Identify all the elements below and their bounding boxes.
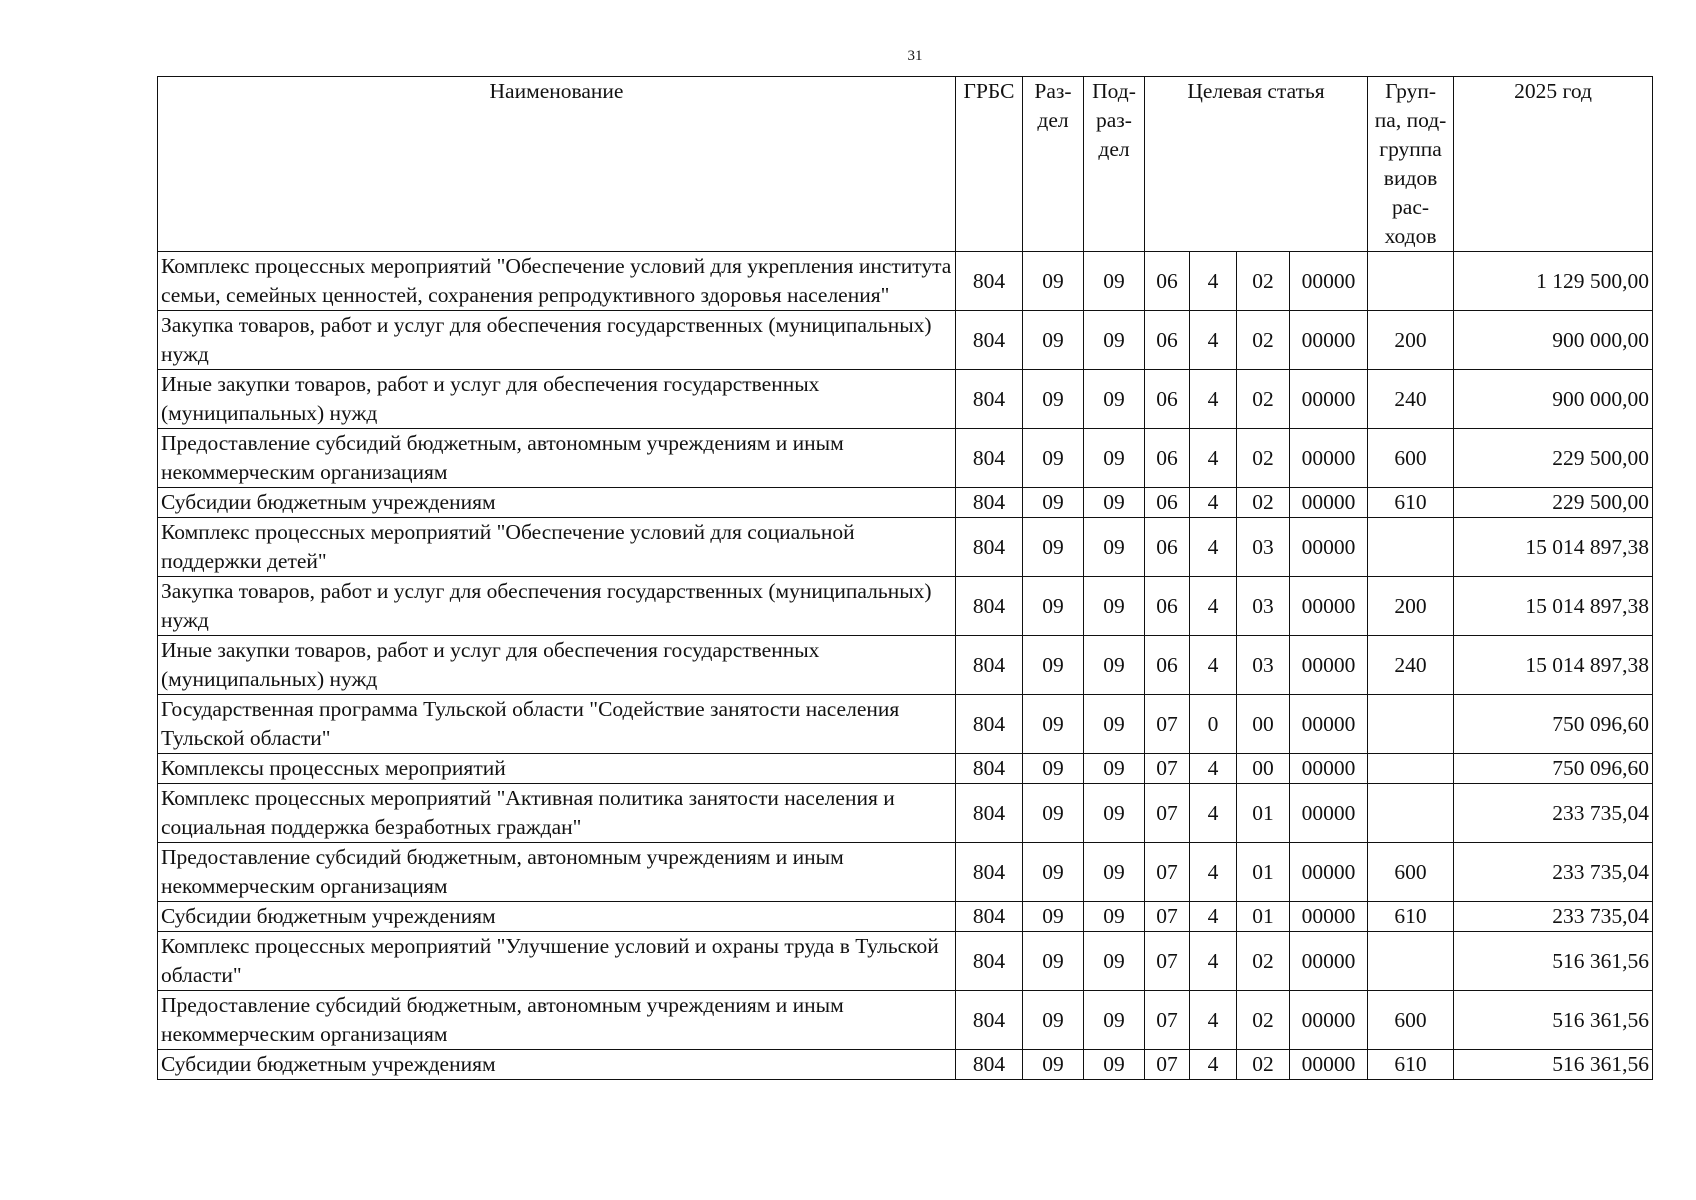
cell-target-type: 4 [1190, 488, 1237, 518]
cell-grbs: 804 [956, 577, 1023, 636]
cell-target-direction: 00000 [1290, 902, 1368, 932]
header-row [158, 77, 1653, 252]
cell-target-direction: 00000 [1290, 518, 1368, 577]
cell-expense-group [1368, 784, 1454, 843]
cell-razdel: 09 [1023, 429, 1084, 488]
cell-grbs: 804 [956, 636, 1023, 695]
cell-expense-group [1368, 695, 1454, 754]
cell-grbs: 804 [956, 1050, 1023, 1080]
cell-grbs: 804 [956, 902, 1023, 932]
cell-target-program: 07 [1145, 754, 1190, 784]
cell-target-program: 06 [1145, 429, 1190, 488]
cell-target-complex: 02 [1237, 429, 1290, 488]
cell-target-type: 4 [1190, 843, 1237, 902]
cell-name: Субсидии бюджетным учреждениям [158, 1050, 956, 1080]
cell-target-direction: 00000 [1290, 843, 1368, 902]
cell-target-type: 4 [1190, 932, 1237, 991]
cell-razdel: 09 [1023, 991, 1084, 1050]
cell-target-type: 4 [1190, 902, 1237, 932]
header-podrazdel: Под- раз- дел [1084, 77, 1145, 252]
cell-name: Государственная программа Тульской области "Содействие занятости населения Тульской области" [158, 695, 956, 754]
cell-razdel: 09 [1023, 311, 1084, 370]
cell-target-complex: 01 [1237, 902, 1290, 932]
header-grbs: ГРБС [956, 77, 1023, 252]
table-header [158, 77, 1653, 252]
table-row [158, 1050, 1653, 1080]
cell-expense-group: 610 [1368, 902, 1454, 932]
cell-name: Субсидии бюджетным учреждениям [158, 902, 956, 932]
cell-amount: 750 096,60 [1454, 754, 1653, 784]
cell-target-complex: 02 [1237, 370, 1290, 429]
cell-podrazdel: 09 [1084, 695, 1145, 754]
cell-name: Иные закупки товаров, работ и услуг для обеспечения государственных (муниципальных) нужд [158, 370, 956, 429]
cell-target-program: 07 [1145, 784, 1190, 843]
cell-expense-group [1368, 252, 1454, 311]
cell-target-direction: 00000 [1290, 754, 1368, 784]
cell-target-program: 06 [1145, 636, 1190, 695]
cell-name: Предоставление субсидий бюджетным, автономным учреждениям и иным некоммерческим организациям [158, 991, 956, 1050]
cell-grbs: 804 [956, 370, 1023, 429]
cell-razdel: 09 [1023, 902, 1084, 932]
cell-podrazdel: 09 [1084, 577, 1145, 636]
cell-amount: 233 735,04 [1454, 784, 1653, 843]
cell-target-type: 4 [1190, 370, 1237, 429]
cell-podrazdel: 09 [1084, 429, 1145, 488]
table-row [158, 784, 1653, 843]
table-row [158, 370, 1653, 429]
cell-target-direction: 00000 [1290, 488, 1368, 518]
cell-target-type: 4 [1190, 754, 1237, 784]
cell-razdel: 09 [1023, 518, 1084, 577]
cell-amount: 15 014 897,38 [1454, 636, 1653, 695]
cell-target-type: 4 [1190, 311, 1237, 370]
cell-name: Комплекс процессных мероприятий "Активная политика занятости населения и социальная поддержка безработных граждан" [158, 784, 956, 843]
cell-target-program: 06 [1145, 488, 1190, 518]
cell-target-direction: 00000 [1290, 636, 1368, 695]
table-row [158, 311, 1653, 370]
cell-target-direction: 00000 [1290, 932, 1368, 991]
cell-expense-group: 610 [1368, 488, 1454, 518]
cell-target-type: 4 [1190, 577, 1237, 636]
cell-expense-group: 610 [1368, 1050, 1454, 1080]
cell-name: Закупка товаров, работ и услуг для обеспечения государственных (муниципальных) нужд [158, 311, 956, 370]
cell-target-type: 0 [1190, 695, 1237, 754]
cell-target-direction: 00000 [1290, 370, 1368, 429]
cell-grbs: 804 [956, 518, 1023, 577]
cell-expense-group: 240 [1368, 370, 1454, 429]
cell-razdel: 09 [1023, 252, 1084, 311]
cell-expense-group: 240 [1368, 636, 1454, 695]
cell-razdel: 09 [1023, 636, 1084, 695]
cell-grbs: 804 [956, 991, 1023, 1050]
budget-table [157, 76, 1653, 1080]
cell-grbs: 804 [956, 311, 1023, 370]
cell-expense-group: 600 [1368, 843, 1454, 902]
table-body [158, 252, 1653, 1080]
cell-target-program: 06 [1145, 577, 1190, 636]
cell-expense-group: 200 [1368, 577, 1454, 636]
cell-grbs: 804 [956, 488, 1023, 518]
cell-grbs: 804 [956, 843, 1023, 902]
cell-podrazdel: 09 [1084, 518, 1145, 577]
cell-expense-group [1368, 518, 1454, 577]
cell-target-direction: 00000 [1290, 252, 1368, 311]
cell-target-complex: 02 [1237, 488, 1290, 518]
cell-podrazdel: 09 [1084, 311, 1145, 370]
cell-razdel: 09 [1023, 932, 1084, 991]
cell-podrazdel: 09 [1084, 370, 1145, 429]
cell-podrazdel: 09 [1084, 1050, 1145, 1080]
cell-name: Предоставление субсидий бюджетным, автономным учреждениям и иным некоммерческим организациям [158, 429, 956, 488]
cell-target-complex: 02 [1237, 991, 1290, 1050]
cell-grbs: 804 [956, 695, 1023, 754]
cell-name: Комплекс процессных мероприятий "Обеспечение условий для социальной поддержки детей" [158, 518, 956, 577]
cell-expense-group: 200 [1368, 311, 1454, 370]
cell-razdel: 09 [1023, 843, 1084, 902]
cell-amount: 15 014 897,38 [1454, 577, 1653, 636]
cell-target-complex: 02 [1237, 1050, 1290, 1080]
cell-target-complex: 02 [1237, 252, 1290, 311]
cell-target-complex: 01 [1237, 784, 1290, 843]
page-number: 31 [907, 48, 923, 64]
cell-podrazdel: 09 [1084, 843, 1145, 902]
header-razdel: Раз- дел [1023, 77, 1084, 252]
cell-target-complex: 00 [1237, 754, 1290, 784]
cell-target-direction: 00000 [1290, 429, 1368, 488]
cell-name: Комплекс процессных мероприятий "Улучшение условий и охраны труда в Тульской области" [158, 932, 956, 991]
cell-name: Закупка товаров, работ и услуг для обеспечения государственных (муниципальных) нужд [158, 577, 956, 636]
cell-target-type: 4 [1190, 784, 1237, 843]
table-row [158, 932, 1653, 991]
header-name: Наименование [158, 77, 956, 252]
cell-podrazdel: 09 [1084, 754, 1145, 784]
cell-target-type: 4 [1190, 252, 1237, 311]
cell-target-type: 4 [1190, 429, 1237, 488]
cell-target-direction: 00000 [1290, 311, 1368, 370]
cell-target-program: 07 [1145, 991, 1190, 1050]
header-year: 2025 год [1454, 77, 1653, 252]
cell-amount: 233 735,04 [1454, 843, 1653, 902]
cell-amount: 229 500,00 [1454, 429, 1653, 488]
table-row [158, 429, 1653, 488]
cell-amount: 900 000,00 [1454, 370, 1653, 429]
table-row [158, 636, 1653, 695]
cell-target-direction: 00000 [1290, 695, 1368, 754]
cell-target-type: 4 [1190, 1050, 1237, 1080]
cell-target-program: 07 [1145, 932, 1190, 991]
cell-target-type: 4 [1190, 636, 1237, 695]
cell-target-program: 07 [1145, 1050, 1190, 1080]
cell-amount: 516 361,56 [1454, 932, 1653, 991]
cell-target-program: 06 [1145, 370, 1190, 429]
cell-name: Комплексы процессных мероприятий [158, 754, 956, 784]
cell-target-program: 07 [1145, 843, 1190, 902]
cell-target-direction: 00000 [1290, 1050, 1368, 1080]
cell-podrazdel: 09 [1084, 932, 1145, 991]
cell-grbs: 804 [956, 429, 1023, 488]
cell-razdel: 09 [1023, 488, 1084, 518]
table-row [158, 754, 1653, 784]
cell-podrazdel: 09 [1084, 488, 1145, 518]
header-target-article: Целевая статья [1145, 77, 1368, 252]
cell-target-complex: 03 [1237, 636, 1290, 695]
cell-target-direction: 00000 [1290, 784, 1368, 843]
cell-target-complex: 03 [1237, 518, 1290, 577]
cell-razdel: 09 [1023, 577, 1084, 636]
cell-podrazdel: 09 [1084, 991, 1145, 1050]
table-row [158, 518, 1653, 577]
cell-target-complex: 01 [1237, 843, 1290, 902]
cell-podrazdel: 09 [1084, 784, 1145, 843]
cell-name: Комплекс процессных мероприятий "Обеспечение условий для укрепления института семьи, семейных ценностей, сохранения репродуктивного здоровья населения" [158, 252, 956, 311]
cell-amount: 516 361,56 [1454, 1050, 1653, 1080]
cell-grbs: 804 [956, 932, 1023, 991]
cell-grbs: 804 [956, 252, 1023, 311]
cell-grbs: 804 [956, 754, 1023, 784]
table-row [158, 991, 1653, 1050]
cell-expense-group: 600 [1368, 991, 1454, 1050]
cell-amount: 229 500,00 [1454, 488, 1653, 518]
cell-razdel: 09 [1023, 784, 1084, 843]
cell-expense-group [1368, 754, 1454, 784]
cell-amount: 900 000,00 [1454, 311, 1653, 370]
cell-target-type: 4 [1190, 518, 1237, 577]
cell-amount: 750 096,60 [1454, 695, 1653, 754]
cell-target-direction: 00000 [1290, 577, 1368, 636]
cell-podrazdel: 09 [1084, 902, 1145, 932]
cell-razdel: 09 [1023, 754, 1084, 784]
cell-amount: 1 129 500,00 [1454, 252, 1653, 311]
cell-grbs: 804 [956, 784, 1023, 843]
cell-expense-group: 600 [1368, 429, 1454, 488]
cell-name: Иные закупки товаров, работ и услуг для обеспечения государственных (муниципальных) нужд [158, 636, 956, 695]
cell-razdel: 09 [1023, 370, 1084, 429]
cell-razdel: 09 [1023, 695, 1084, 754]
cell-name: Предоставление субсидий бюджетным, автономным учреждениям и иным некоммерческим организациям [158, 843, 956, 902]
header-expense-group: Груп- па, под- группа видов рас- ходов [1368, 77, 1454, 252]
cell-target-complex: 02 [1237, 932, 1290, 991]
cell-target-direction: 00000 [1290, 991, 1368, 1050]
cell-target-program: 06 [1145, 311, 1190, 370]
cell-target-program: 07 [1145, 695, 1190, 754]
cell-target-complex: 03 [1237, 577, 1290, 636]
cell-target-program: 06 [1145, 252, 1190, 311]
table-row [158, 902, 1653, 932]
cell-podrazdel: 09 [1084, 252, 1145, 311]
cell-target-type: 4 [1190, 991, 1237, 1050]
cell-target-complex: 00 [1237, 695, 1290, 754]
cell-razdel: 09 [1023, 1050, 1084, 1080]
cell-amount: 15 014 897,38 [1454, 518, 1653, 577]
cell-target-program: 06 [1145, 518, 1190, 577]
cell-name: Субсидии бюджетным учреждениям [158, 488, 956, 518]
cell-podrazdel: 09 [1084, 636, 1145, 695]
table-row [158, 577, 1653, 636]
table-row [158, 843, 1653, 902]
cell-amount: 516 361,56 [1454, 991, 1653, 1050]
table-row [158, 488, 1653, 518]
cell-target-program: 07 [1145, 902, 1190, 932]
cell-amount: 233 735,04 [1454, 902, 1653, 932]
cell-target-complex: 02 [1237, 311, 1290, 370]
cell-expense-group [1368, 932, 1454, 991]
table-row [158, 695, 1653, 754]
table-row [158, 252, 1653, 311]
